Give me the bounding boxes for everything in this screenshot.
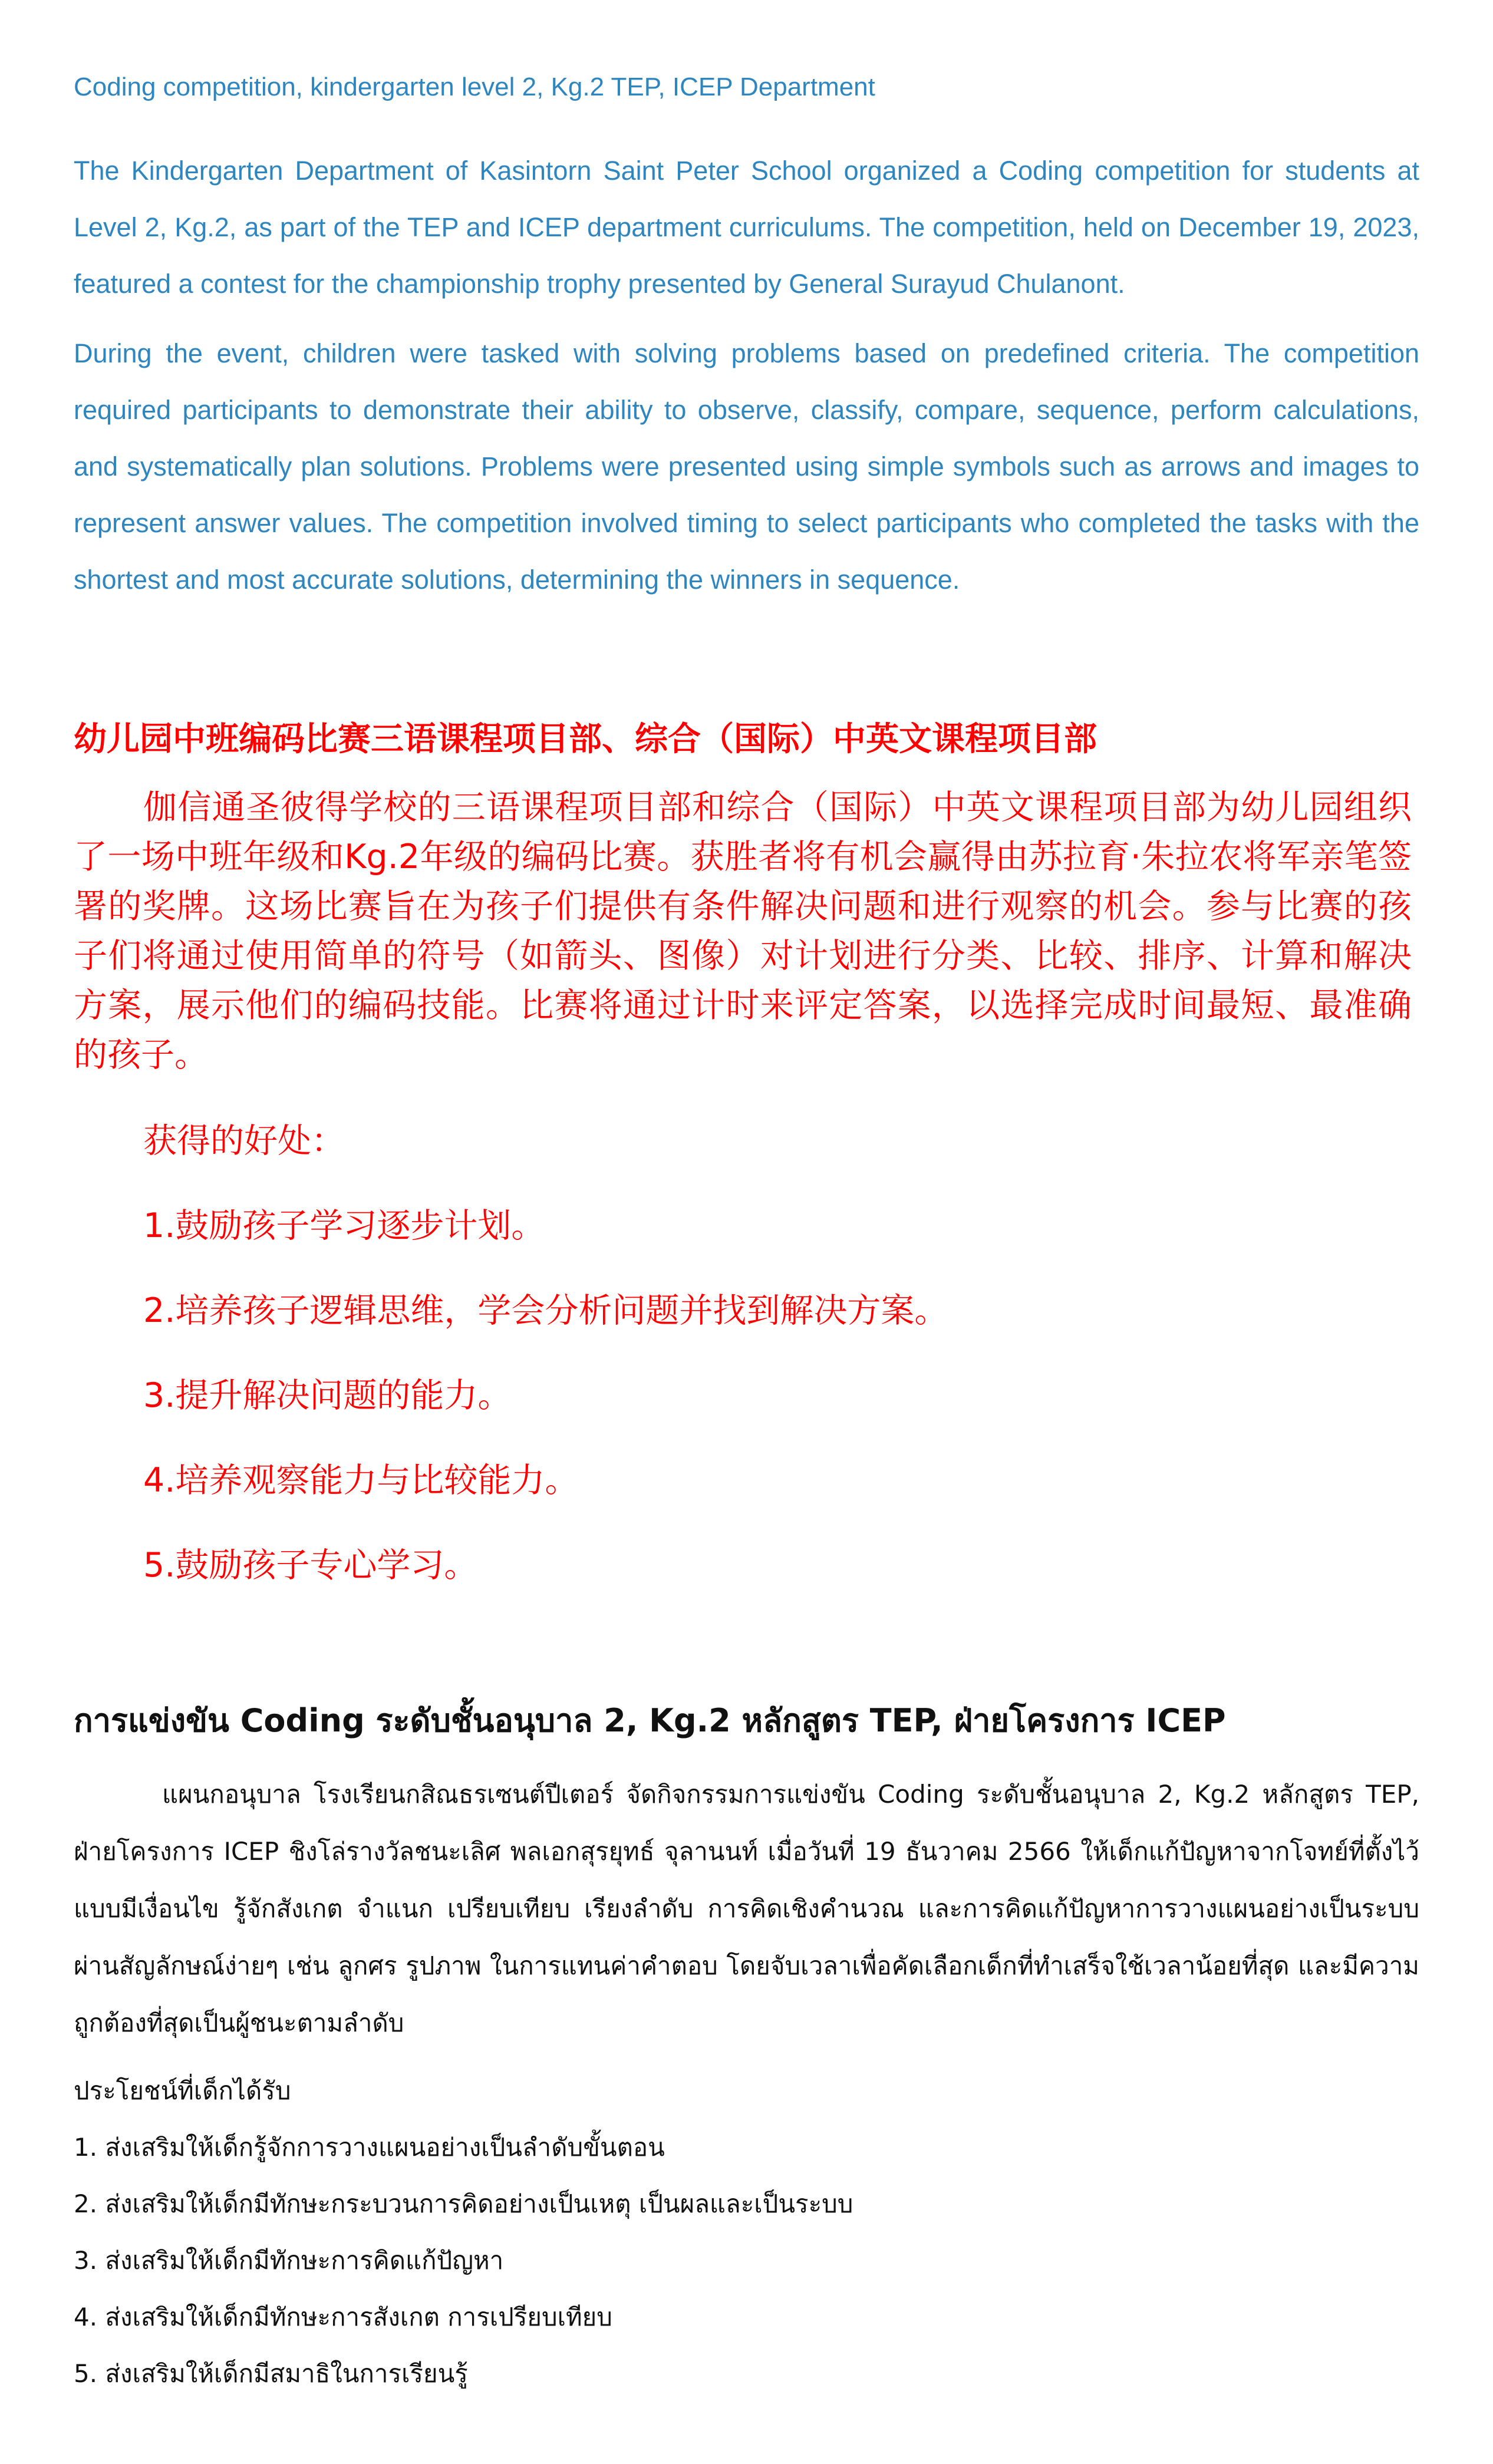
thai-benefit-item: 5. ส่งเสริมให้เด็กมีสมาธิในการเรียนรู้ <box>74 2359 468 2388</box>
chinese-benefit-item: 4.培养观察能力与比较能力。 <box>143 1461 579 1500</box>
english-paragraph-details: During the event, children were tasked with solving problems based on predefined criteria. The competition required participants to demonstrate their ability to observe, classify, compare, sequence, perform calculations, and systematically plan solutions. Problems were presented using simple symbols such as arrows and images to represent answer values. The competition involved timing to select participants who completed the tasks with the shortest and most accurate solutions, determining the winners in sequence. <box>74 338 1419 595</box>
chinese-benefits-title: 获得的好处： <box>143 1122 345 1160</box>
chinese-title: 幼儿园中班编码比赛三语课程项目部、综合（国际）中英文课程项目部 <box>74 720 1097 758</box>
thai-benefit-item: 4. ส่งเสริมให้เด็กมีทักษะการสังเกต การเปรียบเทียบ <box>74 2303 612 2331</box>
english-paragraph-intro: The Kindergarten Department of Kasintorn Saint Peter School organized a Coding competition for students at Level 2, Kg.2, as part of the TEP and ICEP department curriculums. The competition, held on December 19, 2023, featured a contest for the championship trophy presented by General Surayud Chulanont. <box>74 156 1419 299</box>
chinese-benefit-item: 2.培养孩子逻辑思维，学会分析问题并找到解决方案。 <box>143 1291 948 1330</box>
thai-benefit-item: 2. ส่งเสริมให้เด็กมีทักษะกระบวนการคิดอย่างเป็นเหตุ เป็นผลและเป็นระบบ <box>74 2189 853 2218</box>
thai-benefit-item: 3. ส่งเสริมให้เด็กมีทักษะการคิดแก้ปัญหา <box>74 2246 504 2275</box>
chinese-benefit-item: 5.鼓励孩子专心学习。 <box>143 1546 478 1585</box>
chinese-paragraph: 伽信通圣彼得学校的三语课程项目部和综合（国际）中英文课程项目部为幼儿园组织了一场中班年级和Kg.2年级的编码比赛。获胜者将有机会赢得由苏拉育·朱拉农将军亲笔签署的奖牌。这场比赛旨在为孩子们提供有条件解决问题和进行观察的机会。参与比赛的孩子们将通过使用简单的符号（如箭头、图像）对计划进行分类、比较、排序、计算和解决方案，展示他们的编码技能。比赛将通过计时来评定答案，以选择完成时间最短、最准确的孩子。 <box>74 788 1412 1074</box>
english-title: Coding competition, kindergarten level 2, Kg.2 TEP, ICEP Department <box>74 72 875 101</box>
chinese-benefit-item: 1.鼓励孩子学习逐步计划。 <box>143 1206 545 1245</box>
thai-paragraph: แผนกอนุบาล โรงเรียนกสิณธรเซนต์ปีเตอร์ จัดกิจกรรมการแข่งขัน Coding ระดับชั้นอนุบาล 2, Kg.2 หลักสูตร TEP, ฝ่ายโครงการ ICEP ชิงโล่รางวัลชนะเลิศ พลเอกสุรยุทธ์ จุลานนท์ เมื่อวันที่ 19 ธันวาคม 2566 ให้เด็กแก้ปัญหาจากโจทย์ที่ตั้งไว้ แบบมีเงื่อนไข รู้จักสังเกต จำแนก เปรียบเทียบ เรียงลำดับ การคิดเชิงคำนวณ และการคิดแก้ปัญหาการวางแผนอย่างเป็นระบบ ผ่านสัญลักษณ์ง่ายๆ เช่น ลูกศร รูปภาพ ในการแทนค่าคำตอบ โดยจับเวลาเพื่อคัดเลือกเด็กที่ทำเสร็จใช้เวลาน้อยที่สุด และมีความถูกต้องที่สุดเป็นผู้ชนะตามลำดับ <box>74 1780 1419 2037</box>
thai-benefit-item: 1. ส่งเสริมให้เด็กรู้จักการวางแผนอย่างเป็นลำดับขั้นตอน <box>74 2133 665 2162</box>
chinese-benefit-item: 3.提升解决问题的能力。 <box>143 1376 512 1415</box>
thai-benefits-title: ประโยชน์ที่เด็กได้รับ <box>74 2076 291 2105</box>
thai-title: การแข่งขัน Coding ระดับชั้นอนุบาล 2, Kg.2 หลักสูตร TEP, ฝ่ายโครงการ ICEP <box>74 1702 1226 1739</box>
